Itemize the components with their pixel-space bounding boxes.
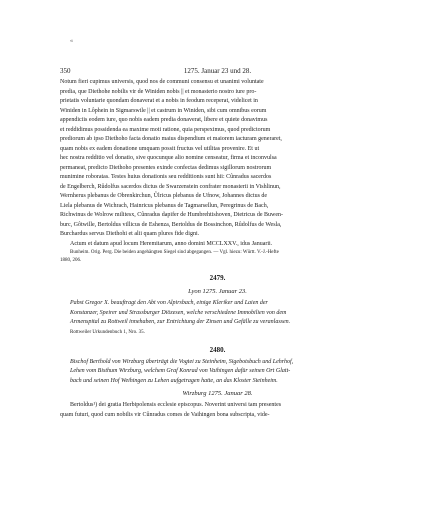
text-line: Bertoldus¹) dei gratia Herbipolensis ecclesie episcopus. Noverint universi tam presentes bbox=[70, 402, 282, 408]
text-line: predia, que Diethohe nobilis vir de Winiden nobis || et monasterio nostro iure pro- bbox=[60, 88, 257, 95]
regest-line: Lehen vom Bisthum Wirzburg, welchem Graf Konrad von Vaihingen dafür seinen Ort Glatt- bbox=[70, 368, 291, 374]
source-line: Bunheim. Orig. Perg. Die beiden angehängten Siegel sind abgegangen. — Vgl. hiezu: Württ. V.-J.-Hefte bbox=[70, 250, 279, 255]
entry-number: 2480. bbox=[209, 345, 226, 354]
place-date: Wirzburg 1275. Januar 28. bbox=[182, 390, 253, 397]
charter-text bbox=[60, 78, 375, 249]
regest bbox=[60, 358, 375, 387]
text-line: Actum et datum apud locum Heremitarum, anno domini MCCLXXV., idus Januarii. bbox=[70, 240, 273, 247]
text-line: Wernherus plebanus de Obrenkirchun, Ûlricus plebanus de Ufnow, Johannes dictus de bbox=[60, 193, 268, 199]
text-line: de Engelberch, Rûdolfus sacerdos dictus de Swarzenstein confrater monasterii in Vishlinun, bbox=[60, 183, 281, 190]
text-line: Burchardus servus Diethohi et alii quam plures fide digni. bbox=[60, 231, 200, 237]
entry-number: 2479. bbox=[209, 274, 226, 282]
page-number: 350 bbox=[60, 67, 71, 75]
place-date: Lyon 1275. Januar 23. bbox=[188, 288, 247, 295]
text-line: munimine roboratas. Testes huius donationis seu redditionis sunt hii: Cûnradus sacerdos bbox=[60, 174, 272, 180]
regest bbox=[60, 299, 375, 328]
text-line: Liela plebanus de Wichrach, Hainricus plebanus de Tagmarsellun, Peregrinus de Bach, bbox=[60, 202, 269, 209]
text-line: prietatis voluntarie quondam donaverat et a nobis in feodum receperat, videlicet in bbox=[60, 98, 258, 104]
text-line: Winiden in Lôphein in Sigmarswile || et castrum in Winiden, sibi cum omnibus eorum bbox=[60, 107, 267, 114]
text-line: burc, Gôtwille, Bertoldus villicus de Eshenza, Bertoldus de Bossinchon, Rûdolfus de Wesla, bbox=[60, 221, 282, 228]
regest-line: Bischof Berthold von Wirzburg überträgt die Vogtei zu Steinheim, Sigebotsbuch und Lehrhof, bbox=[70, 358, 294, 365]
text-line: quam nobis ex eadem donatione umquam possit fructus vel utilitas provenire. Et ut bbox=[60, 145, 260, 152]
margin-mark: « bbox=[70, 38, 73, 44]
text-line: Notum fieri cupimus universis, quod nos de communi consensu et unanimi voluntate bbox=[60, 79, 264, 85]
text-line: quam futuri, quod cum nobilis vir Cûnradus comes de Vaihingen bona subscripta, vide- bbox=[60, 411, 270, 418]
regest-line: Konstanzer, Speirer und Strassburger Diözesen, welche verschiedene Immobilien von dem bbox=[70, 309, 287, 316]
source-note: Rottweiler Urkundenbuch 1, Nro. 35. bbox=[70, 329, 145, 335]
text-line: prediorum ab ipso Diethoho facta donatio maius dispendium et maiorem iacturam generaret, bbox=[60, 136, 282, 142]
running-head bbox=[60, 66, 375, 76]
regest-line: Armenspital zu Rottweil innehaben, zur Entrichtung der Zinsen und Gefälle zu veranlassen. bbox=[70, 319, 291, 325]
text-line: permaneat, predicto Diethoho presentes exinde confectas dedimus sigillorum nostrorum bbox=[60, 164, 272, 171]
text-line: hec nostra redditio vel donatio, sive quocunque alio nomine censeatur, firma et inconvulsa bbox=[60, 155, 277, 161]
source-note bbox=[60, 249, 375, 264]
regest-line: Pabst Gregor X. beauftragt den Abt von Alpirsbach, einige Kleriker und Laien der bbox=[70, 300, 268, 306]
text-line: et reddidimus possidenda ea maxime moti ratione, quia perspeximus, quod predictorum bbox=[60, 126, 271, 133]
running-title: 1275. Januar 23 und 28. bbox=[183, 67, 252, 75]
regest-line: bach und seinen Hof Weihingen zu Lehen aufgetragen hatte, an das Kloster Steinheim. bbox=[70, 377, 278, 384]
document-body bbox=[60, 78, 375, 420]
text-line: Richwinus de Wolrow militesx, Cûnradus dapifer de Humbrehtishoven, Dietricus de Buwen- bbox=[60, 212, 284, 218]
text-line: appendiciis eodem iure, quo nobis eadem predia donaverat, libere et quiete donavimus bbox=[60, 117, 268, 123]
source-line: 1880, 206. bbox=[60, 257, 82, 263]
charter-text bbox=[60, 401, 375, 420]
